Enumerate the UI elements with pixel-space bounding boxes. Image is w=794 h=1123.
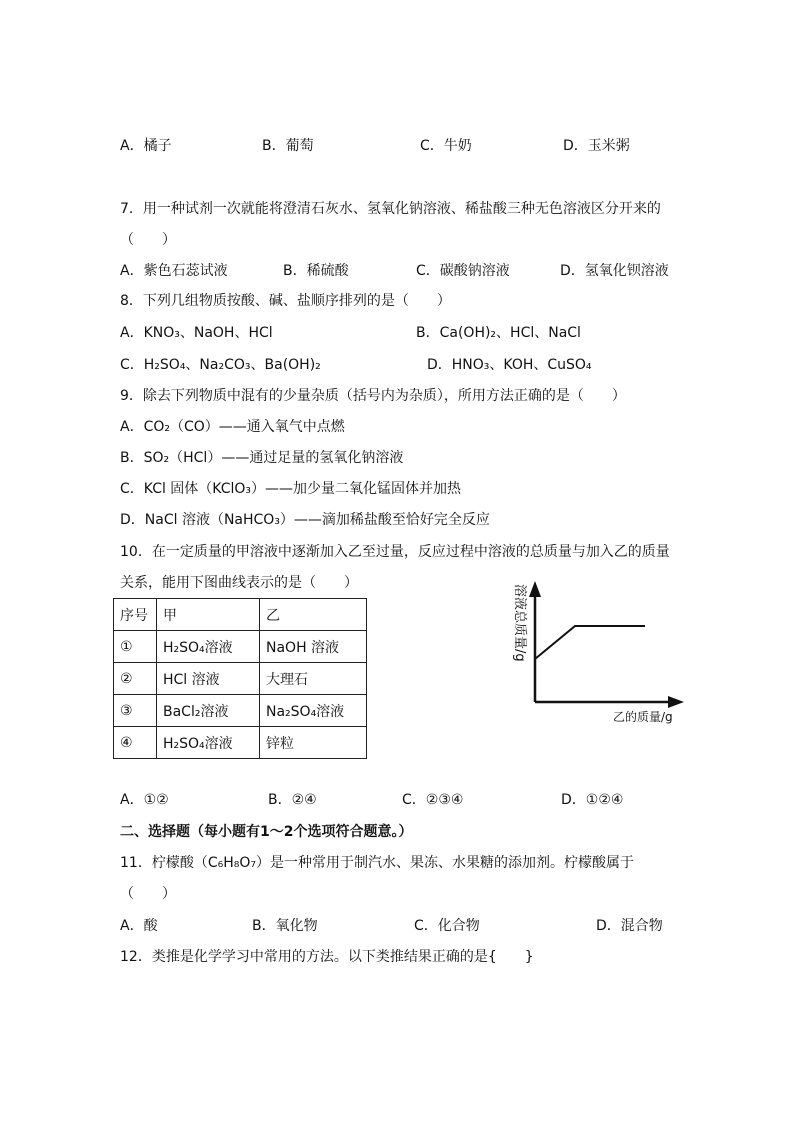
q6-option-d: D．玉米粥: [563, 138, 630, 154]
q9-option-d: D．NaCl 溶液（NaHCO₃）——滴加稀盐酸至恰好完全反应: [120, 512, 490, 528]
q8-option-b: B．Ca(OH)₂、HCl、NaCl: [416, 325, 581, 341]
q10-option-b: B．②④: [268, 792, 317, 808]
table-cell: H₂SO₄溶液: [157, 631, 260, 663]
q11-option-a: A．酸: [120, 918, 158, 934]
table-cell: ③: [114, 695, 157, 727]
graph-curve: [535, 626, 645, 659]
table-header-cell: 甲: [157, 599, 260, 631]
q10-option-a: A．①②: [120, 792, 169, 808]
table-cell: HCl 溶液: [157, 663, 260, 695]
graph-y-label: 溶液总质量/g: [512, 584, 527, 662]
q12-stem: 12．类推是化学学习中常用的方法。以下类推结果正确的是{ }: [120, 949, 534, 965]
q9-option-a: A．CO₂（CO）——通入氧气中点燃: [120, 419, 345, 435]
q7-paren: （ ）: [120, 232, 176, 248]
table-header-cell: 乙: [260, 599, 367, 631]
table-row: [114, 631, 367, 663]
q10-stem-line1: 10．在一定质量的甲溶液中逐渐加入乙至过量，反应过程中溶液的总质量与加入乙的质量: [120, 544, 670, 560]
table-cell: BaCl₂溶液: [157, 695, 260, 727]
table-cell: ②: [114, 663, 157, 695]
q11-option-b: B．氧化物: [252, 918, 318, 934]
table-header-row: [114, 599, 367, 631]
q8-stem: 8．下列几组物质按酸、碱、盐顺序排列的是（ ）: [120, 293, 451, 309]
q8-option-a: A．KNO₃、NaOH、HCl: [120, 325, 273, 341]
table-cell: ④: [114, 727, 157, 759]
table-row: [114, 695, 367, 727]
table-cell: NaOH 溶液: [260, 631, 367, 663]
table-cell: ①: [114, 631, 157, 663]
q9-option-c: C．KCl 固体（KClO₃）——加少量二氧化锰固体并加热: [120, 481, 462, 497]
q6-option-c: C．牛奶: [420, 138, 472, 154]
q10-graph: [505, 575, 690, 725]
q7-option-c: C．碳酸钠溶液: [416, 263, 510, 279]
table-cell: 大理石: [260, 663, 367, 695]
q10-option-d: D．①②④: [561, 792, 624, 808]
table-row: [114, 727, 367, 759]
q8-option-d: D．HNO₃、KOH、CuSO₄: [427, 357, 592, 373]
table-cell: 锌粒: [260, 727, 367, 759]
q11-stem: 11．柠檬酸（C₆H₈O₇）是一种常用于制汽水、果冻、水果糖的添加剂。柠檬酸属于: [120, 855, 634, 871]
q9-option-b: B．SO₂（HCl）——通过足量的氢氧化钠溶液: [120, 450, 404, 466]
q10-stem-line2: 关系，能用下图曲线表示的是（ ）: [120, 575, 358, 591]
q11-option-c: C．化合物: [414, 918, 480, 934]
q6-option-a: A．橘子: [120, 138, 172, 154]
graph-y-arrow: [529, 581, 541, 597]
q11-option-d: D．混合物: [596, 918, 663, 934]
q7-option-b: B．稀硫酸: [283, 263, 349, 279]
section-2-title: 二、选择题（每小题有1～2个选项符合题意。）: [120, 824, 413, 840]
q9-stem: 9．除去下列物质中混有的少量杂质（括号内为杂质），所用方法正确的是（ ）: [120, 388, 626, 404]
table-cell: H₂SO₄溶液: [157, 727, 260, 759]
q7-option-d: D．氢氧化钡溶液: [560, 263, 669, 279]
q10-option-c: C．②③④: [402, 792, 464, 808]
q8-option-c: C．H₂SO₄、Na₂CO₃、Ba(OH)₂: [120, 357, 321, 373]
graph-x-arrow: [668, 696, 684, 708]
q7-stem: 7．用一种试剂一次就能将澄清石灰水、氢氧化钠溶液、稀盐酸三种无色溶液区分开来的: [120, 201, 661, 217]
graph-x-label: 乙的质量/g: [613, 710, 673, 724]
table-cell: Na₂SO₄溶液: [260, 695, 367, 727]
q6-option-b: B．葡萄: [262, 138, 314, 154]
table-header-cell: 序号: [114, 599, 157, 631]
q10-table: [113, 598, 367, 759]
q7-option-a: A．紫色石蕊试液: [120, 263, 228, 279]
table-row: [114, 663, 367, 695]
q11-paren: （ ）: [120, 886, 176, 902]
